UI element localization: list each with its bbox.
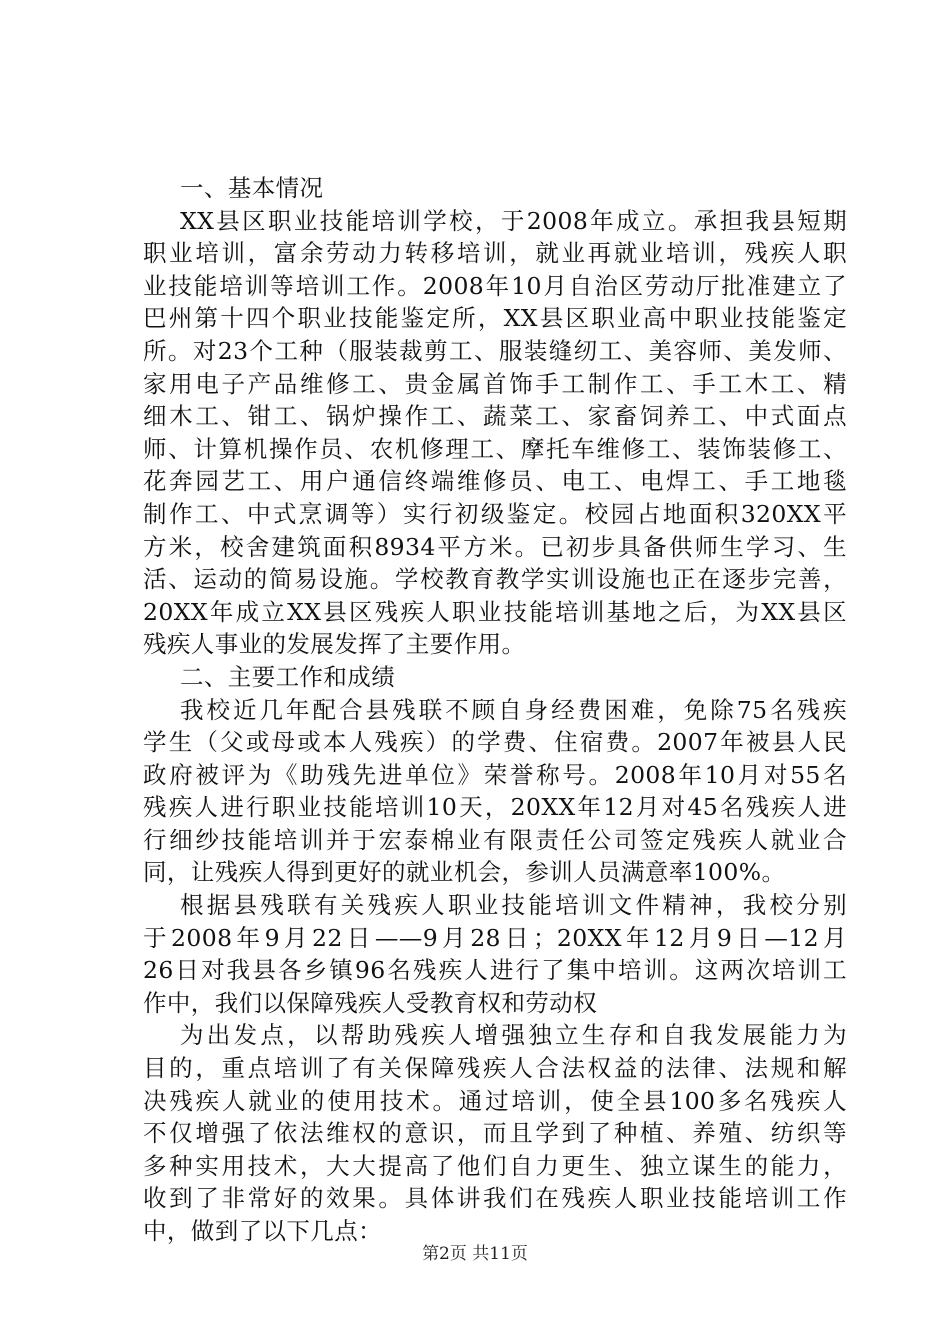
paragraph-line: 于2008年9月22日——9月28日；20XX年12月9日—12月 <box>143 923 847 952</box>
paragraph-line: 决残疾人就业的使用技术。通过培训，使全县100多名残疾人 <box>143 1086 847 1115</box>
section-heading-basic: 一、基本情况 <box>180 174 324 202</box>
paragraph-line: 职业培训，富余劳动力转移培训，就业再就业培训，残疾人职 <box>143 239 847 268</box>
paragraph-line: 同，让残疾人得到更好的就业机会，参训人员满意率100%。 <box>143 858 786 887</box>
paragraph-line: 巴州第十四个职业技能鉴定所，XX县区职业高中职业技能鉴定 <box>143 304 847 333</box>
paragraph-line: 花奔园艺工、用户通信终端维修员、电工、电焊工、手工地毯 <box>143 467 847 496</box>
paragraph-line: 不仅增强了依法维权的意识，而且学到了种植、养殖、纺织等 <box>143 1119 847 1148</box>
paragraph-line: 制作工、中式烹调等）实行初级鉴定。校园占地面积320XX平 <box>143 499 847 528</box>
paragraph-line: 目的，重点培训了有关保障残疾人合法权益的法律、法规和解 <box>143 1054 847 1083</box>
paragraph-line: 方米，校舍建筑面积8934平方米。已初步具备供师生学习、生 <box>143 532 847 561</box>
paragraph-line: 家用电子产品维修工、贵金属首饰手工制作工、手工木工、精 <box>143 369 847 398</box>
paragraph-line: 政府被评为《助残先进单位》荣誉称号。2008年10月对55名 <box>143 760 847 789</box>
paragraph-line: 师、计算机操作员、农机修理工、摩托车维修工、装饰装修工、 <box>143 434 847 463</box>
paragraph-line: 行细纱技能培训并于宏泰棉业有限责任公司签定残疾人就业合 <box>143 825 847 854</box>
paragraph-line: 活、运动的简易设施。学校教育教学实训设施也正在逐步完善， <box>143 565 847 594</box>
paragraph-line: 学生（父或母或本人残疾）的学费、住宿费。2007年被县人民 <box>143 728 847 757</box>
paragraph-line: 我校近几年配合县残联不顾自身经费困难，免除75名残疾 <box>180 695 847 724</box>
document-body <box>143 172 847 1248</box>
paragraph-line: 多种实用技术，大大提高了他们自力更生、独立谋生的能力， <box>143 1151 847 1180</box>
paragraph-line: 为出发点，以帮助残疾人增强独立生存和自我发展能力为 <box>180 1021 847 1050</box>
section-heading-work: 二、主要工作和成绩 <box>180 662 396 691</box>
paragraph-line: 所。对23个工种（服装裁剪工、服装缝纫工、美容师、美发师、 <box>143 336 847 365</box>
paragraph-line: 根据县残联有关残疾人职业技能培训文件精神，我校分别 <box>180 891 847 920</box>
paragraph-line: 26日对我县各乡镇96名残疾人进行了集中培训。这两次培训工 <box>143 956 847 985</box>
paragraph-line: 细木工、钳工、锅炉操作工、蔬菜工、家畜饲养工、中式面点 <box>143 402 847 431</box>
paragraph-line: 残疾人进行职业技能培训10天，20XX年12月对45名残疾人进 <box>143 793 847 822</box>
paragraph-line: 中，做到了以下几点： <box>143 1217 382 1245</box>
paragraph-line: XX县区职业技能培训学校，于2008年成立。承担我县短期 <box>180 206 847 235</box>
page-number-footer: 第2页 共11页 <box>422 1244 528 1264</box>
paragraph-line: 业技能培训等培训工作。2008年10月自治区劳动厅批准建立了 <box>143 271 847 300</box>
paragraph-line: 收到了非常好的效果。具体讲我们在残疾人职业技能培训工作 <box>143 1184 847 1213</box>
paragraph-line: 20XX年成立XX县区残疾人职业技能培训基地之后，为XX县区 <box>143 597 847 626</box>
paragraph-line: 残疾人事业的发展发挥了主要作用。 <box>143 630 526 659</box>
paragraph-line: 作中，我们以保障残疾人受教育权和劳动权 <box>143 988 598 1017</box>
